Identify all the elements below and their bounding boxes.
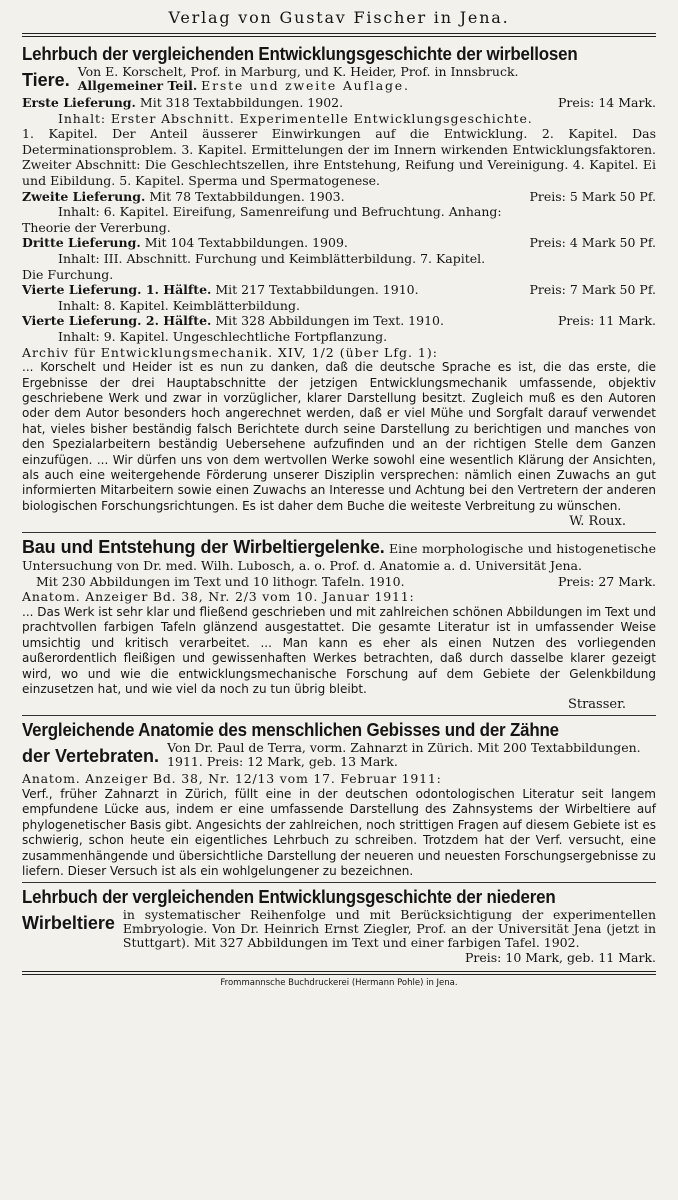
lieferung-2-price: Preis: 5 Mark 50 Pf.	[529, 188, 656, 204]
book1-edition: Erste und zweite Auflage.	[201, 78, 410, 93]
book3-review-text: Verf., früher Zahnarzt in Zürich, füllt eine in der deutschen odontologischen Literatur seit langem empfundene Lücke aus, indem er eine umfassende Darstellung des Zahnsystems der Wirbeltiere auf phylogenetischer Basis gibt. Angesichts der zahlreichen, noch strittigen Fragen auf diesem Gebiete ist es schwierig, schon heute ein eigentliches Lehrbuch zu schreiben. Trotzdem hat der Verf. versucht, eine zusammenhängende und übersichtliche Darstellung der neueren und neuesten Forschungsergebnisse zu liefern. Dieser Versuch ist als ein wohlgelungener zu bezeichnen.	[22, 786, 656, 878]
lieferung-1-price: Preis: 14 Mark.	[557, 95, 656, 110]
book1-title-continued: Tiere.	[22, 70, 70, 90]
lieferung-5-price: Preis: 11 Mark.	[557, 313, 656, 329]
book1-review-text: ... Korschelt und Heider ist es nun zu danken, daß die deutsche Sprache es ist, die das erste, die Ergebnisse der drei Hauptabschnitte der jetzigen Entwicklungsmechanik umfassende, objektiv geschriebene Werk und zwar in vorzüglicher, klarer Darstellung besitzt. Zugleich muß es den Autoren oder dem Autor besonders hoch angerechnet werden, daß er viel Mühe und Sorgfalt darauf verwendet hat, vieles bisher beständig falsch Berichtete durch seine Darstellung zu berichtigen und manches von den Spezialarbeitern beständig Uebersehene aufzufinden und an der richtigen Stelle dem Ganzen einzufügen. ... Wir dürfen uns von dem wertvollen Werke sowohl eine wesentlich Klärung der Ansichten, als auch eine weitergehende Förderung unserer Disziplin versprechen: nämlich einen Zuwachs an gut informierten Mitarbeitern sowie einen Zuwachs an Interesse und Achtung bei den Vertretern der anderen biologischen Forschungsrichtungen. Es ist daher dem Buche die weiteste Verbreitung zu wünschen.	[22, 360, 656, 513]
lieferung-3-label: Dritte Lieferung.	[22, 235, 141, 251]
lieferung-2-contents-cont: Theorie der Vererbung.	[22, 219, 171, 235]
book2-title: Bau und Entstehung der Wirbeltiergelenke.	[22, 537, 385, 558]
book2-review-source: Anatom. Anzeiger Bd. 38, Nr. 2/3 vom 10. Januar 1911:	[22, 589, 415, 605]
lieferung-2	[22, 189, 656, 205]
book1-review-signature: W. Roux.	[569, 514, 626, 530]
book-korschelt-heider	[22, 43, 656, 529]
lieferung-5-info: Mit 328 Abbildungen im Text. 1910.	[215, 313, 444, 329]
lieferung-3-info: Mit 104 Textabbildungen. 1909.	[144, 235, 348, 251]
lieferung-2-contents: Inhalt: 6. Kapitel. Eireifung, Samenreifung und Befruchtung. Anhang:	[58, 204, 502, 220]
book4-byline: in systematischer Reihenfolge und mit Berücksichtigung der experimentellen Embryologie. Von Dr. Heinrich Ernst Ziegler, Prof. an der Universität Jena (jetzt in Stuttgart). Mit 327 Abbildungen im Text und einer farbigen Tafel. 1902.	[122, 907, 656, 951]
book-ziegler	[22, 886, 656, 966]
book1-title: Lehrbuch der vergleichenden Entwicklungsgeschichte der wirbellosen	[22, 44, 578, 64]
lieferung-1-label: Erste Lieferung.	[22, 95, 136, 110]
lieferung-5-label: Vierte Lieferung. 2. Hälfte.	[22, 313, 212, 329]
book4-title-continued: Wirbeltiere	[22, 913, 115, 934]
book-lubosch	[22, 536, 656, 712]
footer-rule	[22, 971, 656, 975]
book2-review-signature: Strasser.	[567, 697, 626, 713]
book3-title-continued: der Vertebraten.	[22, 746, 160, 767]
lieferung-1-info: Mit 318 Textabbildungen. 1902.	[139, 95, 344, 110]
lieferung-4-info: Mit 217 Textabbildungen. 1910.	[215, 282, 419, 298]
publisher-header: Verlag von Gustav Fischer in Jena.	[168, 8, 510, 27]
book4-title: Lehrbuch der vergleichenden Entwicklungsgeschichte der niederen	[22, 887, 556, 908]
book4-price: Preis: 10 Mark, geb. 11 Mark.	[464, 950, 656, 966]
lieferung-3	[22, 235, 656, 251]
book1-part: Allgemeiner Teil.	[77, 78, 198, 93]
lieferung-4-contents: Inhalt: 8. Kapitel. Keimblätterbildung.	[58, 297, 300, 313]
book1-review-source: Archiv für Entwicklungsmechanik. XIV, 1/2 (über Lfg. 1):	[22, 344, 438, 360]
book3-review-source: Anatom. Anzeiger Bd. 38, Nr. 12/13 vom 17. Februar 1911:	[22, 771, 442, 787]
lieferung-3-price: Preis: 4 Mark 50 Pf.	[529, 235, 656, 251]
book3-byline: Von Dr. Paul de Terra, vorm. Zahnarzt in Zürich. Mit 200 Textabbildungen. 1911. Preis: 12 Mark, geb. 13 Mark.	[167, 740, 641, 770]
book1-authors: Von E. Korschelt, Prof. in Marburg, und K. Heider, Prof. in Innsbruck.	[77, 64, 519, 79]
lieferung-3-contents-cont: Die Furchung.	[22, 266, 114, 282]
book2-description: Eine morphologische und histogenetische Untersuchung von Dr. med. Wilh. Lubosch, a. o. Prof. d. Anatomie a. d. Universität Jena.	[22, 541, 657, 574]
lieferung-3-contents: Inhalt: III. Abschnitt. Furchung und Keimblätterbildung. 7. Kapitel.	[58, 250, 486, 266]
lieferung-4-label: Vierte Lieferung. 1. Hälfte.	[22, 282, 212, 298]
lieferung-5	[22, 313, 656, 329]
lieferung-4-price: Preis: 7 Mark 50 Pf.	[529, 282, 656, 298]
lieferung-4	[22, 282, 656, 298]
lieferung-2-label: Zweite Lieferung.	[22, 188, 146, 204]
book2-info: Mit 230 Abbildungen im Text und 10 lithogr. Tafeln. 1910.	[36, 573, 405, 589]
lieferung-1	[22, 95, 656, 111]
book3-title: Vergleichende Anatomie des menschlichen Gebisses und der Zähne	[22, 720, 559, 741]
lieferung-2-info: Mit 78 Textabbildungen. 1903.	[149, 188, 345, 204]
book2-review-text: ... Das Werk ist sehr klar und fließend geschrieben und mit zahlreichen schönen Abbildungen im Text und prachtvollen farbigen Tafeln glänzend ausgestattet. Die gesamte Literatur ist in umfassender Weise umsichtig und kritisch verarbeitet. ... Man kann es eher als einen Nutzen des vorliegenden außerordentlich fleißigen und gewissenhaften Werkes betrachten, daß durch dasselbe klarer gezeigt wird, wo und wie die entwicklungsmechanische Forschung auf dem Gebiete der Gelenkbildung einzusetzen hat, und wie viel da noch zu tun übrig bleibt.	[22, 604, 656, 696]
book2-price: Preis: 27 Mark.	[557, 573, 656, 589]
book2-edition	[22, 574, 656, 590]
printer-imprint: Frommannsche Buchdruckerei (Hermann Pohle) in Jena.	[220, 978, 458, 988]
lieferung-5-contents: Inhalt: 9. Kapitel. Ungeschlechtliche Fortpflanzung.	[58, 328, 388, 344]
lieferung-1-contents: Inhalt: Erster Abschnitt. Experimentelle Entwicklungsgeschichte.	[58, 110, 533, 126]
book-de-terra	[22, 719, 656, 879]
lieferung-1-chapters: 1. Kapitel. Der Anteil äusserer Einwirkungen auf die Entwicklung. 2. Kapitel. Das Determinationsproblem. 3. Kapitel. Ermittelungen der im Innern wirkenden Entwicklungsfaktoren. Zweiter Abschnitt: Die Geschlechtszellen, ihre Entstehung, Reifung und Vereinigung. 4. Kapitel. Ei und Eibildung. 5. Kapitel. Sperma und Spermatogenese.	[22, 126, 656, 188]
